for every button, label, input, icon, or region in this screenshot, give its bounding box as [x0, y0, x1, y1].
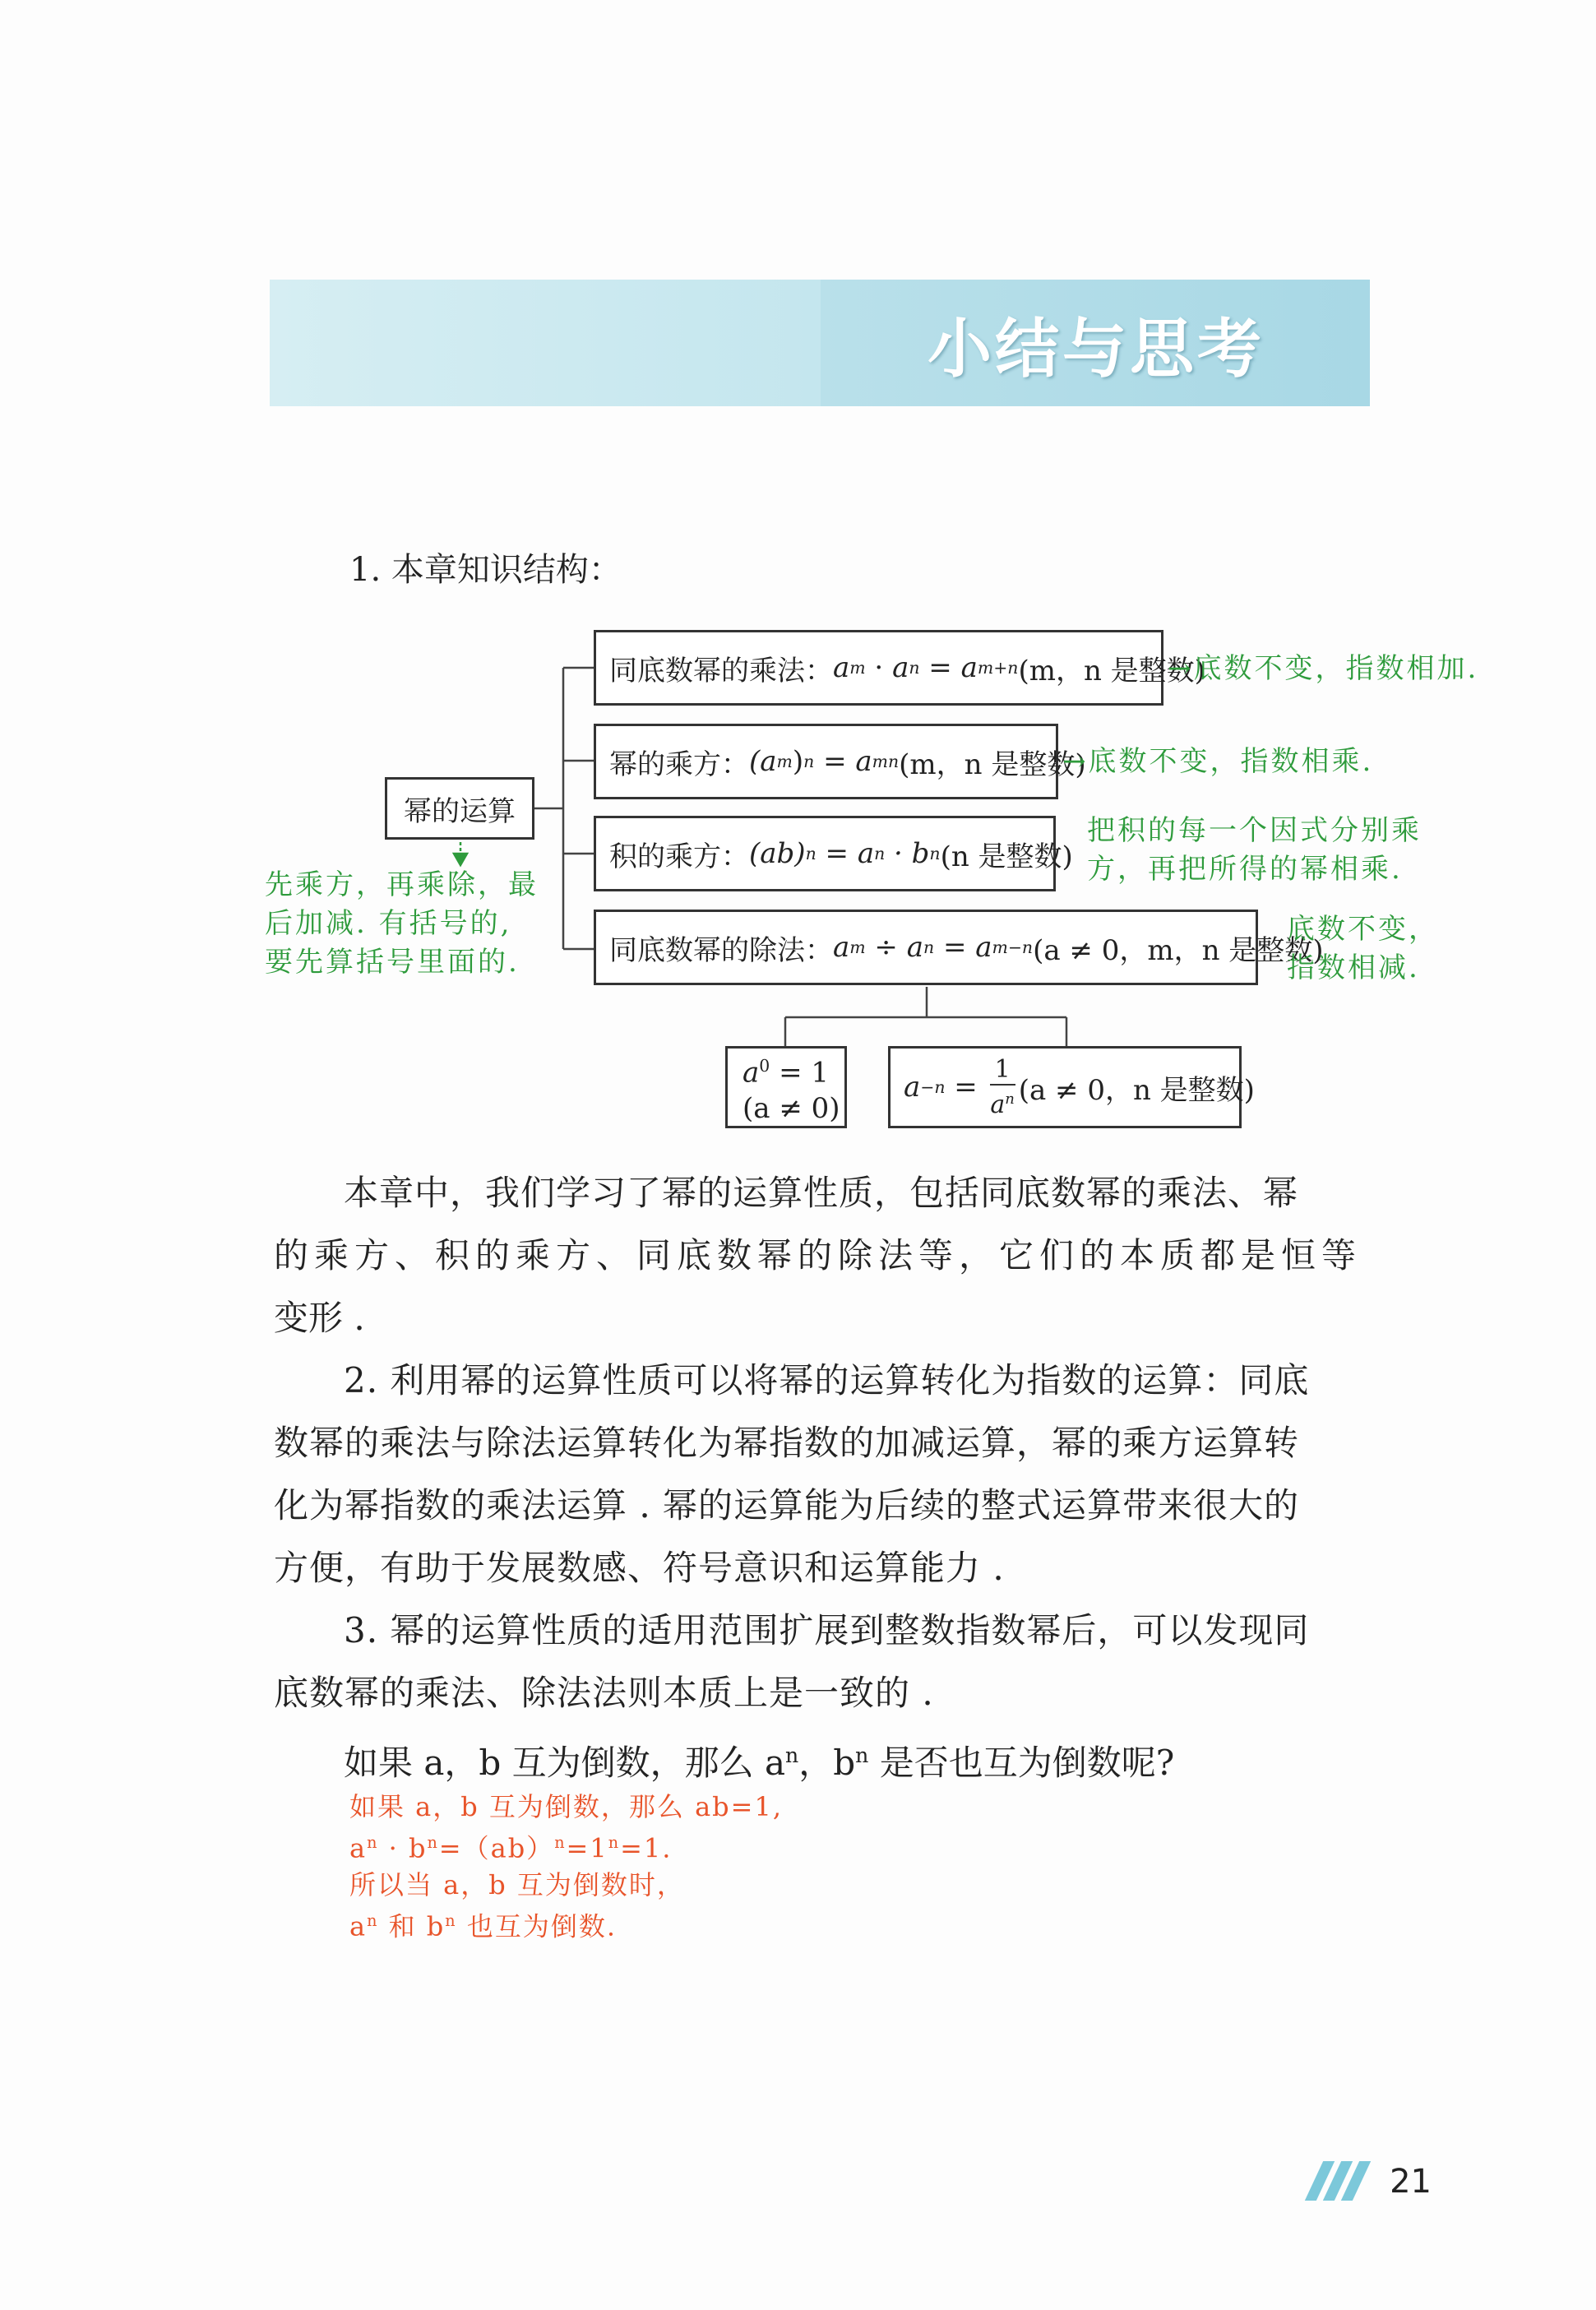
question-text: 如果 a，b 互为倒数，那么 a — [344, 1743, 786, 1783]
formula-var: · b — [885, 837, 930, 870]
paragraph-line: 底数幂的乘法、除法法则本质上是一致的 . — [274, 1673, 934, 1713]
question-exp: n — [855, 1743, 869, 1767]
question-exp: n — [785, 1743, 799, 1767]
rule-label: 同底数幂的除法： — [609, 933, 833, 967]
answer-line: 如果 a，b 互为倒数，那么 ab=1, — [349, 1791, 783, 1822]
fraction — [990, 1056, 1015, 1119]
formula-exp: 0 — [759, 1055, 770, 1076]
handwritten-answer — [349, 1789, 783, 1944]
formula-var: a — [833, 651, 850, 684]
formula-exp: m+n — [977, 658, 1019, 678]
formula-exp: m — [776, 752, 793, 771]
root-note-line: 后加减. 有括号的, — [265, 907, 512, 940]
formula-exp: m — [849, 937, 866, 957]
rule-condition: (n 是整数) — [940, 840, 1073, 873]
formula-var: a — [742, 1056, 760, 1090]
formula-exp: −n — [920, 1077, 946, 1097]
paragraph-line: 本章中，我们学习了幂的运算性质，包括同底数幂的乘法、幂 — [344, 1173, 1299, 1213]
formula-op: = — [919, 651, 961, 684]
answer-line: 所以当 a，b 互为倒数时， — [349, 1868, 685, 1900]
formula-op: · — [865, 651, 893, 684]
rule-label: 同底数幂的乘法： — [609, 654, 833, 687]
paragraph-line: 方便，有助于发展数感、符号意识和运算能力 . — [274, 1548, 1005, 1588]
section-heading: 1. 本章知识结构： — [349, 551, 622, 589]
question-text: ，b — [798, 1743, 856, 1783]
negative-power-box — [888, 1046, 1255, 1128]
root-note — [265, 866, 539, 982]
formula-exp: n — [923, 937, 935, 957]
rule-condition: (m，n 是整数) — [899, 748, 1086, 781]
formula-var: a — [904, 1071, 921, 1104]
page-number: 21 — [1390, 2163, 1432, 2201]
fraction-numerator: 1 — [990, 1056, 1015, 1086]
rule-label: 幂的乘方： — [609, 748, 749, 781]
rule-condition: (m，n 是整数) — [1018, 654, 1205, 687]
formula-exp: mn — [872, 752, 900, 771]
formula-var: (a — [749, 745, 777, 778]
formula-exp: n — [874, 844, 886, 863]
formula-exp: n — [1005, 1090, 1015, 1108]
rule-box-power-of-power — [594, 724, 1086, 799]
question — [344, 1724, 1174, 1794]
rule-note: →底数不变，指数相加. — [1168, 652, 1479, 685]
rule-box-quotient-same-base — [594, 910, 1324, 985]
formula-var: a — [833, 931, 850, 964]
formula-var: a — [960, 651, 978, 684]
page-title: 小结与思考 — [927, 312, 1265, 387]
formula-var: ÷ a — [865, 931, 923, 964]
formula-var: = a — [816, 837, 875, 870]
rule-note-line: 把积的每一个因式分别乘 — [1087, 814, 1422, 847]
zero-power-box — [725, 1046, 847, 1128]
formula-exp: m — [849, 658, 866, 678]
formula-var: a — [892, 651, 909, 684]
rule-box-power-of-product — [594, 816, 1073, 891]
rule-box-product-same-base — [594, 630, 1205, 706]
formula-exp: n — [909, 658, 920, 678]
formula-exp: m−n — [992, 937, 1034, 957]
rule-note-line: 指数相减. — [1287, 951, 1420, 984]
rule-note — [1262, 910, 1439, 988]
paragraph-line: 2. 利用幂的运算性质可以将幂的运算转化为指数的运算：同底 — [344, 1360, 1310, 1400]
paragraph-line: 化为幂指数的乘法运算 . 幂的运算能为后续的整式运算带来很大的 — [274, 1485, 1300, 1525]
rule-note: →底数不变，指数相乘. — [1062, 745, 1374, 778]
paragraph-line: 变形 . — [274, 1298, 365, 1338]
fraction-denominator — [990, 1086, 1014, 1119]
formula-op: = — [945, 1071, 987, 1104]
question-text: 是否也互为倒数呢? — [868, 1743, 1175, 1783]
formula-exp: n — [803, 752, 815, 771]
formula-var: a — [990, 1090, 1006, 1119]
formula-op: ) — [792, 745, 804, 778]
rule-condition: (a ≠ 0，n 是整数) — [1018, 1073, 1255, 1107]
rule-note-line: 底数不变， — [1287, 913, 1439, 946]
answer-line: $a^n$ 和 $b^n$ 也互为倒数. — [349, 1910, 617, 1942]
root-box: 幂的运算 — [385, 777, 534, 840]
rule-note-line: 方，再把所得的幂相乘. — [1087, 853, 1403, 886]
rule-label: 积的乘方： — [609, 840, 749, 873]
answer-line: $a^n \cdot b^n=(ab)^n=1^n=1$. — [349, 1832, 673, 1864]
formula-var: = a — [814, 745, 872, 778]
paragraph-line: 的乘方、积的乘方、同底数幂的除法等，它们的本质都是恒等 — [274, 1235, 1362, 1275]
root-note-line: 要先算括号里面的. — [265, 946, 520, 979]
paragraph-line: 数幂的乘法与除法运算转化为幂指数的加减运算，幂的乘方运算转 — [274, 1423, 1300, 1463]
formula-exp: n — [929, 844, 941, 863]
formula-condition: (a ≠ 0) — [742, 1092, 840, 1126]
formula-var: = a — [934, 931, 992, 964]
rule-condition: (a ≠ 0，m，n 是整数) — [1033, 933, 1324, 967]
root-note-line: 先乘方，再乘除，最 — [265, 868, 539, 901]
paragraph-line: 3. 幂的运算性质的适用范围扩展到整数指数幂后，可以发现同 — [344, 1610, 1310, 1650]
formula-op: = 1 — [770, 1056, 830, 1090]
formula-var: (ab) — [749, 837, 806, 870]
formula-exp: n — [805, 844, 817, 863]
rule-note — [1061, 812, 1422, 889]
